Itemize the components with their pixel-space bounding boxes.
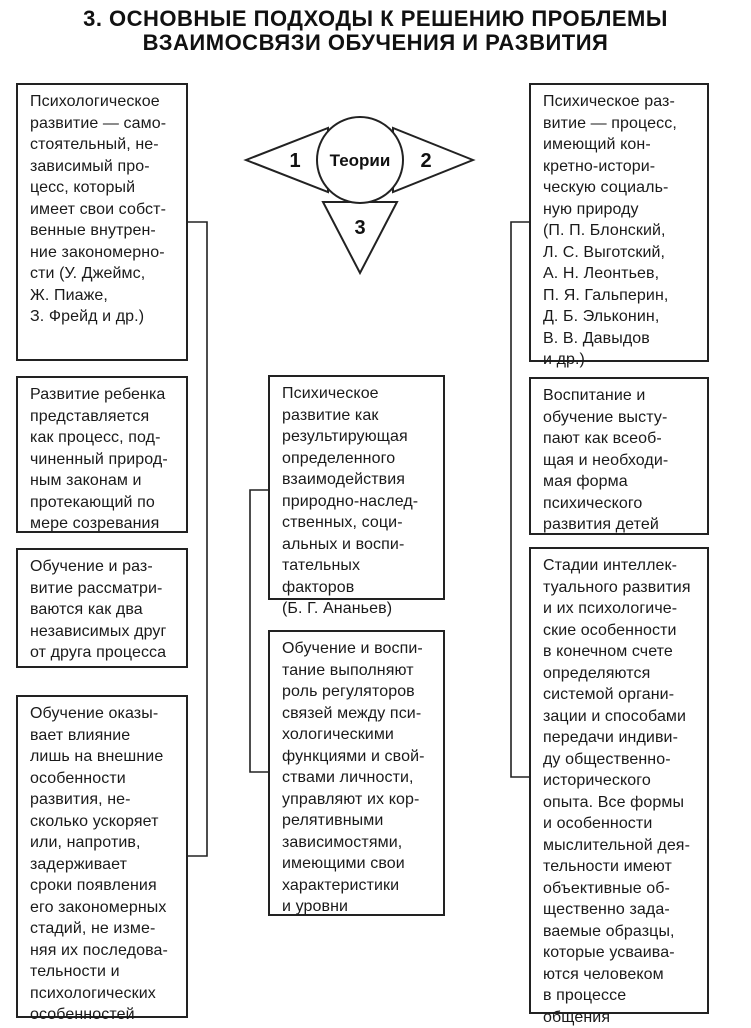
left-box-4: Обучение оказы- вает влияние лишь на внешние особенности развития, не- сколько ускоряет или, напротив, задерживает сроки появления его закономерных стадий, не изме- няя их последова- тельности и психологических особенностей bbox=[16, 695, 188, 1018]
arrow-right-number: 2 bbox=[420, 150, 432, 172]
left-box-3: Обучение и раз- витие рассматри- ваются как два независимых друг от друга процесса bbox=[16, 548, 188, 668]
page-title-line-1: 3. ОСНОВНЫЕ ПОДХОДЫ К РЕШЕНИЮ ПРОБЛЕМЫ bbox=[83, 6, 668, 31]
left-box-2: Развитие ребенка представляется как процесс, под- чиненный природ- ным законам и протекающий по мере созревания bbox=[16, 376, 188, 533]
middle-bracket bbox=[250, 490, 268, 772]
right-bracket bbox=[511, 222, 529, 777]
right-theory-box: Психическое раз- витие — процесс, имеющий кон- кретно-истори- ческую социаль- ную природу (П. П. Блонский, Л. С. Выготский, А. Н. Леонтьев, П. Я. Гальперин, Д. Б. Эльконин, В. В. Давыдов и др.) bbox=[529, 83, 709, 362]
right-box-3: Стадии интеллек- туального развития и их психологиче- ские особенности в конечном счете определяются системой органи- зации и способами передачи индиви- ду общественно- исторического опыта. Все формы и особенности мыслительной дея- тельности имеют объективные об- щественно зада- ваемые образцы, которые усваива- ются человеком в процессе общения bbox=[529, 547, 709, 1014]
arrow-down-number: 3 bbox=[354, 217, 366, 239]
middle-theory-box: Психическое развитие как результирующая определенного взаимодействия природно-наслед- ственных, соци- альных и воспи- тательных факторов (Б. Г. Ананьев) bbox=[268, 375, 445, 600]
theories-label: Теории bbox=[329, 151, 391, 170]
arrow-right-2 bbox=[393, 128, 473, 192]
middle-box-2: Обучение и воспи- тание выполняют роль регуляторов связей между пси- хологическими функциями и свой- ствами личности, управляют их кор- релятивными зависимостями, имеющими свои характеристики и уровни bbox=[268, 630, 445, 916]
arrow-left-number: 1 bbox=[289, 150, 301, 172]
left-bracket bbox=[188, 222, 207, 856]
page-title-line-2: ВЗАИМОСВЯЗИ ОБУЧЕНИЯ И РАЗВИТИЯ bbox=[142, 30, 609, 55]
right-box-2: Воспитание и обучение высту- пают как всеоб- щая и необходи- мая форма психического развития детей bbox=[529, 377, 709, 535]
theories-hub bbox=[246, 117, 473, 273]
left-theory-box: Психологическое развитие — само- стоятельный, не- зависимый про- цесс, который имеет свои собст- венные внутрен- ние закономерно- сти (У. Джеймс, Ж. Пиаже, З. Фрейд и др.) bbox=[16, 83, 188, 361]
arrow-left-1 bbox=[246, 128, 328, 192]
